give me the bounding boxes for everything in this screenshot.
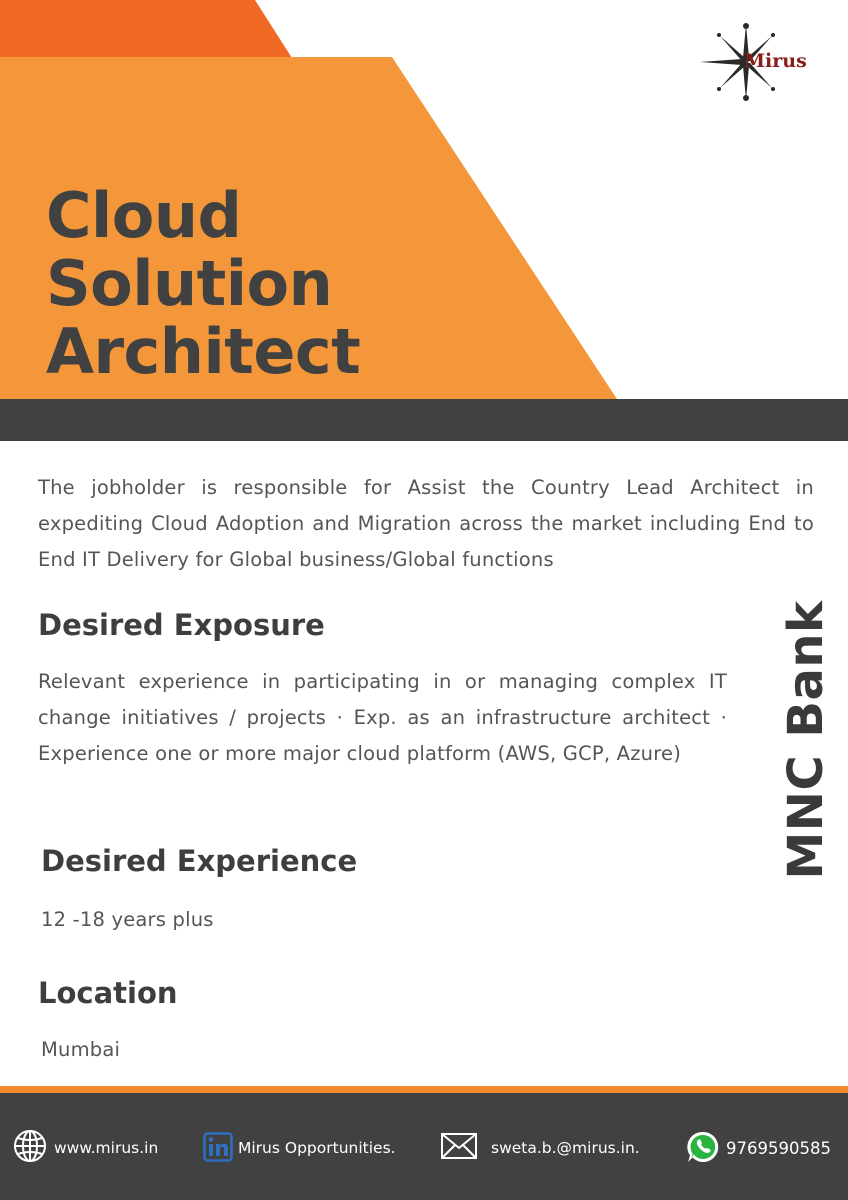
- title-line-3: Architect: [46, 315, 361, 388]
- email-link[interactable]: sweta.b.@mirus.in.: [491, 1139, 640, 1157]
- experience-heading: Desired Experience: [41, 844, 358, 878]
- linkedin-icon: [203, 1132, 233, 1162]
- logo-text: Mirus: [744, 50, 807, 72]
- phone-number[interactable]: 9769590585: [726, 1139, 831, 1158]
- linkedin-link[interactable]: Mirus Opportunities.: [238, 1139, 396, 1157]
- gray-bar: [0, 399, 848, 441]
- whatsapp-icon: [686, 1130, 720, 1164]
- mail-icon: [441, 1133, 477, 1159]
- experience-text: 12 -18 years plus: [41, 908, 214, 931]
- globe-icon: [13, 1129, 47, 1163]
- location-text: Mumbai: [41, 1038, 121, 1061]
- exposure-text: Relevant experience in participating in or managing complex IT change initiatives / projects · Exp. as an infrastructure architect · Experience one or more major cloud platform (AWS, GCP, Azure): [38, 670, 727, 765]
- footer-orange-line: [0, 1086, 848, 1093]
- intro-paragraph: The jobholder is responsible for Assist the Country Lead Architect in expediting Cloud Adoption and Migration across the market including End to End IT Delivery for Global business/Global functions: [38, 476, 814, 571]
- location-heading: Location: [38, 976, 178, 1010]
- side-label: MNC Bank: [778, 600, 834, 880]
- title-line-2: Solution: [46, 247, 333, 320]
- website-link[interactable]: www.mirus.in: [54, 1139, 159, 1157]
- dark-orange-band: [0, 0, 292, 58]
- exposure-heading: Desired Exposure: [38, 608, 325, 642]
- title-line-1: Cloud: [46, 179, 242, 252]
